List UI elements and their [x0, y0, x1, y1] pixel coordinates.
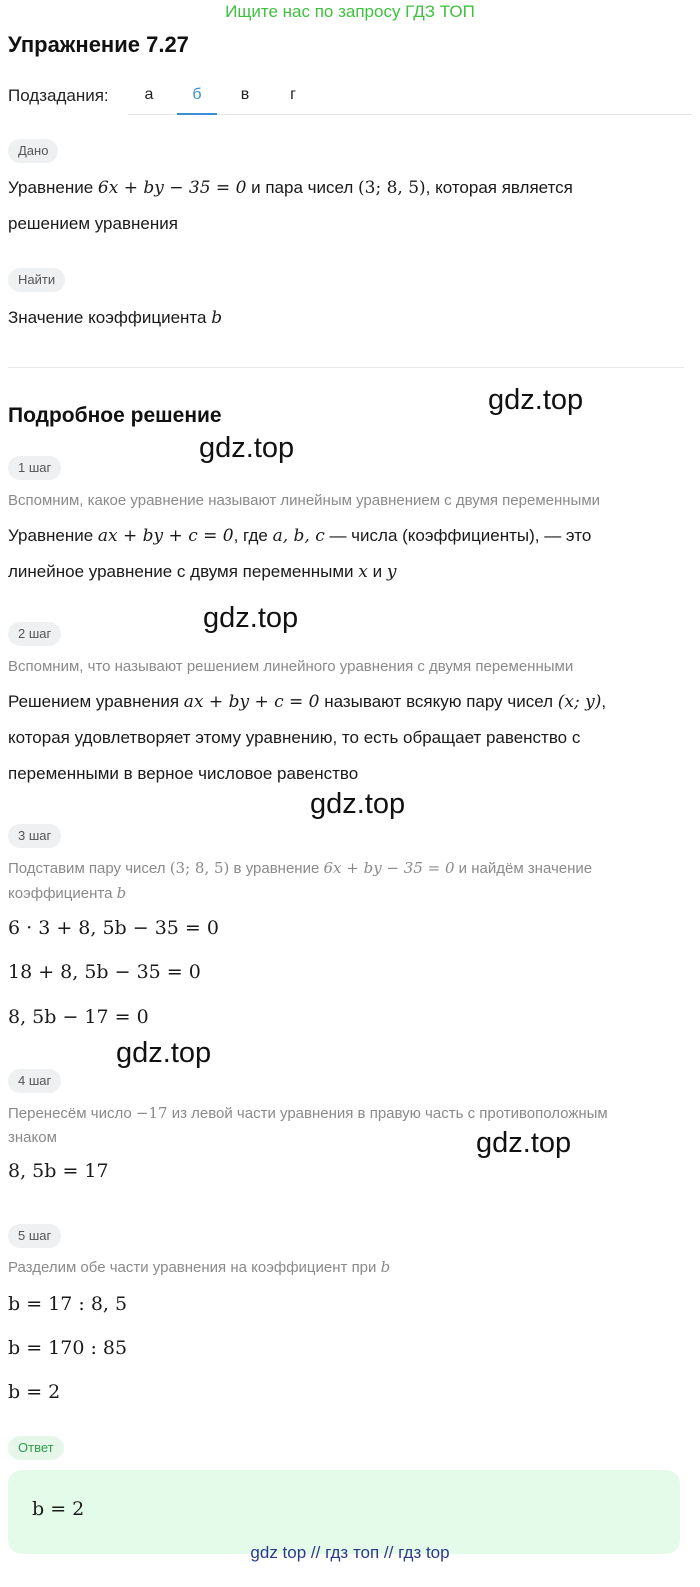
- watermark: gdz.top: [203, 602, 299, 634]
- step-1: [8, 456, 61, 480]
- step-5-note: [8, 1255, 390, 1280]
- pair: (x; y): [557, 692, 602, 712]
- text-part: Подставим пару чисел: [8, 860, 170, 877]
- equation: 6x + by − 35 = 0: [323, 859, 455, 877]
- answer-section: [8, 1436, 64, 1460]
- step-badge: 5 шаг: [8, 1224, 61, 1248]
- pair: (3; 8, 5): [169, 859, 230, 877]
- find-section: [8, 268, 65, 292]
- step-4-equation-1: 8, 5b = 17: [8, 1160, 109, 1182]
- search-banner: Ищите нас по запросу ГДЗ ТОП: [225, 2, 475, 21]
- text-part: , где: [233, 526, 273, 545]
- step-badge: 1 шаг: [8, 456, 61, 480]
- text-part: и найдём значение: [454, 860, 593, 877]
- find-text-part: Значение коэффициента: [8, 308, 212, 327]
- given-section: [8, 139, 58, 163]
- number: −17: [135, 1104, 168, 1122]
- step-4-note: [8, 1101, 692, 1150]
- equation: ax + by + c = 0: [183, 692, 320, 712]
- step-5-equation-3: b = 2: [8, 1381, 61, 1403]
- step-badge: 4 шаг: [8, 1069, 61, 1093]
- watermark: gdz.top: [476, 1127, 572, 1159]
- text-part: ,: [601, 692, 607, 711]
- step-5: [8, 1224, 61, 1248]
- subtasks-label: Подзадания:: [8, 86, 109, 105]
- given-equation: 6x + by − 35 = 0: [97, 178, 247, 198]
- step-badge: 3 шаг: [8, 824, 61, 848]
- step-3-note: [8, 856, 692, 906]
- given-text: [8, 170, 692, 242]
- watermark: gdz.top: [199, 432, 295, 464]
- page-title: Упражнение 7.27: [8, 32, 189, 57]
- text-part: коэффициента: [8, 885, 117, 902]
- tab-b[interactable]: б: [192, 86, 202, 103]
- step-3-equation-2: 18 + 8, 5b − 35 = 0: [8, 961, 201, 983]
- text-part: Перенесём число: [8, 1105, 136, 1122]
- subtasks-nav: [8, 84, 692, 116]
- text-part: Уравнение: [8, 526, 98, 545]
- find-variable: b: [211, 308, 223, 328]
- section-divider: [8, 367, 684, 368]
- tab-g[interactable]: г: [290, 86, 296, 103]
- step-3-equation-1: 6 · 3 + 8, 5b − 35 = 0: [8, 917, 219, 939]
- text-line: переменными в верное числовое равенство: [8, 764, 359, 783]
- given-pair: (3; 8, 5): [358, 178, 426, 198]
- watermark: gdz.top: [310, 788, 406, 820]
- step-5-equation-2: b = 170 : 85: [8, 1337, 128, 1359]
- given-text-line: решением уравнения: [8, 214, 178, 233]
- text-part: знаком: [8, 1129, 57, 1146]
- step-2: [8, 622, 61, 646]
- footer-links: gdz top // гдз топ // гдз top: [250, 1543, 450, 1562]
- variables: a, b, c: [272, 526, 325, 546]
- given-text-part: , которая является: [425, 178, 573, 197]
- variable: b: [380, 1258, 391, 1276]
- given-text-part: Уравнение: [8, 178, 98, 197]
- text-part: линейное уравнение с двумя переменными: [8, 562, 359, 581]
- equation: ax + by + c = 0: [97, 526, 234, 546]
- find-text: [8, 300, 222, 336]
- step-2-note: Вспомним, что называют решением линейного уравнения с двумя переменными: [8, 658, 574, 675]
- given-text-part: и пара чисел: [246, 178, 359, 197]
- text-part: Решением уравнения: [8, 692, 184, 711]
- step-1-text: [8, 518, 692, 590]
- step-3: [8, 824, 61, 848]
- watermark: gdz.top: [116, 1037, 212, 1069]
- variable-x: x: [358, 562, 368, 582]
- answer-badge: Ответ: [8, 1436, 64, 1460]
- tab-a[interactable]: а: [144, 86, 154, 103]
- text-part: и: [367, 562, 387, 581]
- step-5-equation-1: b = 17 : 8, 5: [8, 1293, 128, 1315]
- text-part: — числа (коэффициенты), — это: [324, 526, 592, 545]
- step-badge: 2 шаг: [8, 622, 61, 646]
- text-part: называют всякую пару чисел: [319, 692, 558, 711]
- answer-value: b = 2: [32, 1498, 85, 1520]
- step-4: [8, 1069, 61, 1093]
- step-3-equation-3: 8, 5b − 17 = 0: [8, 1006, 149, 1028]
- text-line: которая удовлетворяет этому уравнению, то есть обращает равенство с: [8, 728, 581, 747]
- text-part: в уравнение: [229, 860, 324, 877]
- active-tab-indicator: [177, 113, 217, 115]
- given-badge: Дано: [8, 139, 58, 163]
- watermark: gdz.top: [488, 384, 584, 416]
- tab-v[interactable]: в: [240, 86, 250, 103]
- step-2-text: [8, 684, 692, 792]
- text-part: Разделим обе части уравнения на коэффициент при: [8, 1259, 381, 1276]
- step-1-note: Вспомним, какое уравнение называют линейным уравнением с двумя переменными: [8, 492, 601, 509]
- find-badge: Найти: [8, 268, 65, 292]
- answer-box: [8, 1470, 680, 1554]
- text-part: из левой части уравнения в правую часть с противоположным: [167, 1105, 608, 1122]
- variable-y: y: [386, 562, 397, 582]
- variable: b: [116, 884, 127, 902]
- solution-title: Подробное решение: [8, 404, 222, 427]
